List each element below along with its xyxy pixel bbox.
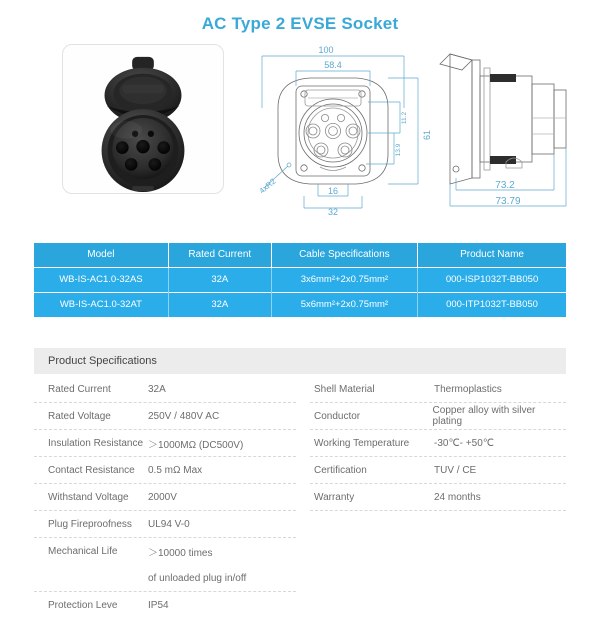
spec-value: UL94 V-0 xyxy=(148,518,190,530)
spec-key: Working Temperature xyxy=(314,437,410,449)
dim-corner-radius-note: 4xR2 xyxy=(257,176,278,196)
spec-value: 250V / 480V AC xyxy=(148,410,220,422)
spec-key: Certification xyxy=(314,464,367,476)
product-photo-panel xyxy=(62,44,224,194)
front-view-drawing xyxy=(248,38,438,216)
specifications-right-column xyxy=(300,374,566,619)
side-view-drawing xyxy=(432,38,582,216)
dim-bottom-outer: 32 xyxy=(327,207,339,217)
dim-overall-height: 61 xyxy=(422,129,432,141)
spec-row-continuation xyxy=(34,565,296,592)
table-row xyxy=(34,267,566,292)
spec-row xyxy=(310,430,566,457)
spec-key: Rated Voltage xyxy=(48,410,111,422)
table-header-row xyxy=(34,243,566,267)
ac-type-2-evse-socket-photo xyxy=(63,45,223,193)
spec-value: TUV / CE xyxy=(434,464,477,476)
dim-overall-width: 100 xyxy=(318,45,334,55)
spec-value: 32A xyxy=(148,383,166,395)
cell-rated-current: 32A xyxy=(168,267,271,292)
specifications-columns xyxy=(34,374,566,619)
spec-value: 2000V xyxy=(148,491,177,503)
dim-bottom-inner: 16 xyxy=(327,186,339,196)
column-header-product-name: Product Name xyxy=(418,243,566,267)
spec-row xyxy=(34,457,296,484)
spec-key: Shell Material xyxy=(314,383,375,395)
cell-cable: 3x6mm²+2x0.75mm² xyxy=(271,267,417,292)
spec-value: Copper alloy with silver plating xyxy=(432,405,536,427)
cell-model: WB-IS-AC1.0-32AS xyxy=(34,267,168,292)
dim-depth-overall: 73.79 xyxy=(495,196,521,207)
column-header-rated-current: Rated Current xyxy=(168,243,271,267)
cell-product-name: 000-ITP1032T-BB050 xyxy=(418,292,566,317)
table-row xyxy=(34,292,566,317)
cell-product-name: 000-ISP1032T-BB050 xyxy=(418,267,566,292)
dim-mounting-width: 58.4 xyxy=(324,60,342,70)
product-specifications-section xyxy=(34,348,566,619)
spec-row xyxy=(34,592,296,619)
spec-row xyxy=(310,403,566,430)
column-header-model: Model xyxy=(34,243,168,267)
spec-row xyxy=(34,511,296,538)
spec-row xyxy=(34,538,296,565)
column-header-cable-specifications: Cable Specifications xyxy=(271,243,417,267)
spec-value: ＞10000 times xyxy=(148,548,213,559)
spec-value: 0.5 mΩ Max xyxy=(148,464,203,476)
spec-row xyxy=(310,484,566,511)
cell-cable: 5x6mm²+2x0.75mm² xyxy=(271,292,417,317)
spec-key: Conductor xyxy=(314,410,361,422)
spec-key: Withstand Voltage xyxy=(48,491,129,503)
spec-row xyxy=(310,376,566,403)
spec-value: -30℃- +50℃ xyxy=(434,437,494,449)
cell-model: WB-IS-AC1.0-32AT xyxy=(34,292,168,317)
spec-value: of unloaded plug in/off xyxy=(148,572,247,584)
spec-key: Plug Fireproofness xyxy=(48,518,132,530)
spec-key: Rated Current xyxy=(48,383,111,395)
dim-detail-lower: 13.9 xyxy=(395,143,402,157)
spec-row xyxy=(34,403,296,430)
dim-depth-body: 73.2 xyxy=(495,180,515,191)
spec-key: Insulation Resistance xyxy=(48,437,144,449)
spec-key: Mechanical Life xyxy=(48,546,118,557)
spec-row xyxy=(34,430,296,457)
spec-key: Warranty xyxy=(314,491,355,503)
spec-row xyxy=(34,376,296,403)
page-title: AC Type 2 EVSE Socket xyxy=(201,14,399,33)
media-row xyxy=(0,42,600,217)
model-table xyxy=(34,243,566,317)
cell-rated-current: 32A xyxy=(168,292,271,317)
specifications-left-column xyxy=(34,374,300,619)
specifications-title: Product Specifications xyxy=(48,355,157,367)
spec-row xyxy=(310,457,566,484)
spec-row xyxy=(34,484,296,511)
spec-value: ＞1000MΩ (DC500V) xyxy=(148,439,244,451)
spec-key: Protection Leve xyxy=(48,600,118,611)
spec-key: Contact Resistance xyxy=(48,464,135,476)
dim-detail-upper: 11.2 xyxy=(401,111,408,125)
spec-value: Thermoplastics xyxy=(434,383,502,395)
spec-value: 24 months xyxy=(434,491,481,503)
spec-value: IP54 xyxy=(148,600,169,611)
specifications-header xyxy=(34,348,566,374)
